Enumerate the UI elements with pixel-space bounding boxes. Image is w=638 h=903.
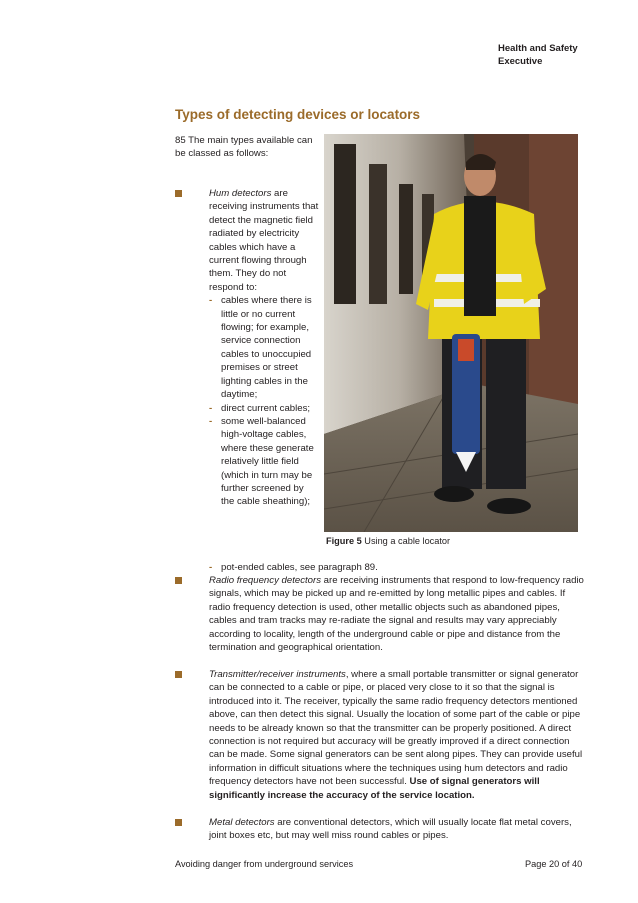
square-bullet-icon bbox=[175, 190, 182, 197]
sub-item-text: direct current cables; bbox=[221, 402, 311, 414]
figure-caption-text: Using a cable locator bbox=[361, 536, 451, 546]
dash-bullet-icon: - bbox=[209, 295, 213, 307]
publisher-line-1: Health and Safety bbox=[498, 43, 578, 54]
transmitter-term: Transmitter/receiver instruments bbox=[209, 669, 346, 680]
dash-bullet-icon: - bbox=[209, 415, 213, 427]
metal-detectors-desc: are conventional detectors, which will usually locate flat metal covers, joint boxes etc, but may well miss round cables or pipes. bbox=[209, 817, 572, 842]
radio-frequency-term: Radio frequency detectors bbox=[209, 575, 321, 586]
radio-frequency-desc: are receiving instruments that respond to low-frequency radio signals, which may be picked up and re-emitted by long metallic pipes and cables. If radio frequency detection is used, other metallic objects such as abandoned pipes, cables and tram tracks may re-radiate the signal and results may vary appreciably according to locality, length of the underground cable or pipe and distance from the termination and geographical orientation. bbox=[209, 575, 584, 654]
intro-paragraph: 85 The main types available can be classed as follows: bbox=[175, 135, 313, 160]
footer-page-number: Page 20 of 40 bbox=[525, 859, 583, 869]
hum-detectors-term: Hum detectors bbox=[209, 188, 272, 199]
section-title: Types of detecting devices or locators bbox=[175, 107, 421, 122]
sub-item-text: some well-balanced high-voltage cables, where these generate relatively little field (which in turn may be further screened by the cable sheathing); bbox=[221, 415, 314, 508]
cable-locator-photo bbox=[324, 134, 578, 532]
transmitter-emphasis: Use of signal generators will significantly increase the accuracy of the service location. bbox=[209, 776, 540, 801]
hum-detectors-desc: are receiving instruments that detect the magnetic field radiated by electricity cables which have a current flowing through them. They do not respond to: bbox=[209, 188, 319, 293]
radio-frequency-text bbox=[209, 574, 585, 654]
sub-item-3 bbox=[209, 415, 319, 509]
sub-item-2 bbox=[209, 402, 319, 415]
square-bullet-icon bbox=[175, 671, 182, 678]
metal-detectors-term: Metal detectors bbox=[209, 817, 275, 828]
square-bullet-icon bbox=[175, 577, 182, 584]
publisher-line-2: Executive bbox=[498, 56, 543, 67]
sub-item-4 bbox=[175, 561, 585, 575]
transmitter-text bbox=[209, 668, 585, 802]
sub-item-4-row bbox=[209, 561, 597, 574]
footer-document-title: Avoiding danger from underground services bbox=[175, 859, 354, 869]
sub-item-1 bbox=[209, 294, 319, 401]
sub-item-text: cables where there is little or no current flowing; for example, service connection cables to unoccupied premises or street lighting cables in the daytime; bbox=[221, 295, 312, 401]
figure-label: Figure 5 bbox=[326, 536, 362, 546]
hum-detectors-text bbox=[209, 187, 319, 509]
dash-bullet-icon: - bbox=[209, 562, 213, 573]
sub-item-text: pot-ended cables, see paragraph 89. bbox=[221, 562, 378, 573]
square-bullet-icon bbox=[175, 819, 182, 826]
figure-caption bbox=[326, 536, 450, 546]
dash-bullet-icon: - bbox=[209, 402, 213, 414]
transmitter-desc: , where a small portable transmitter or signal generator can be connected to a cable or pipe, or placed very close to it so that the signal is introduced into it. The receiver, typically the same radio frequency detectors mentioned above, can then detect this signal. Usually the location of some part of the cable or pipe needs to be already known so that the transmitter can be properly positioned. A direct connection is not required but accuracy will be greatly improved if a direct connection can be made. Some signal generators can be sent along pipes. They can provide useful information in difficult situations where the techniques using hum detectors and radio frequency detectors have not been successful. bbox=[209, 669, 583, 788]
publisher-header bbox=[498, 42, 578, 68]
metal-detectors-text bbox=[209, 816, 585, 843]
